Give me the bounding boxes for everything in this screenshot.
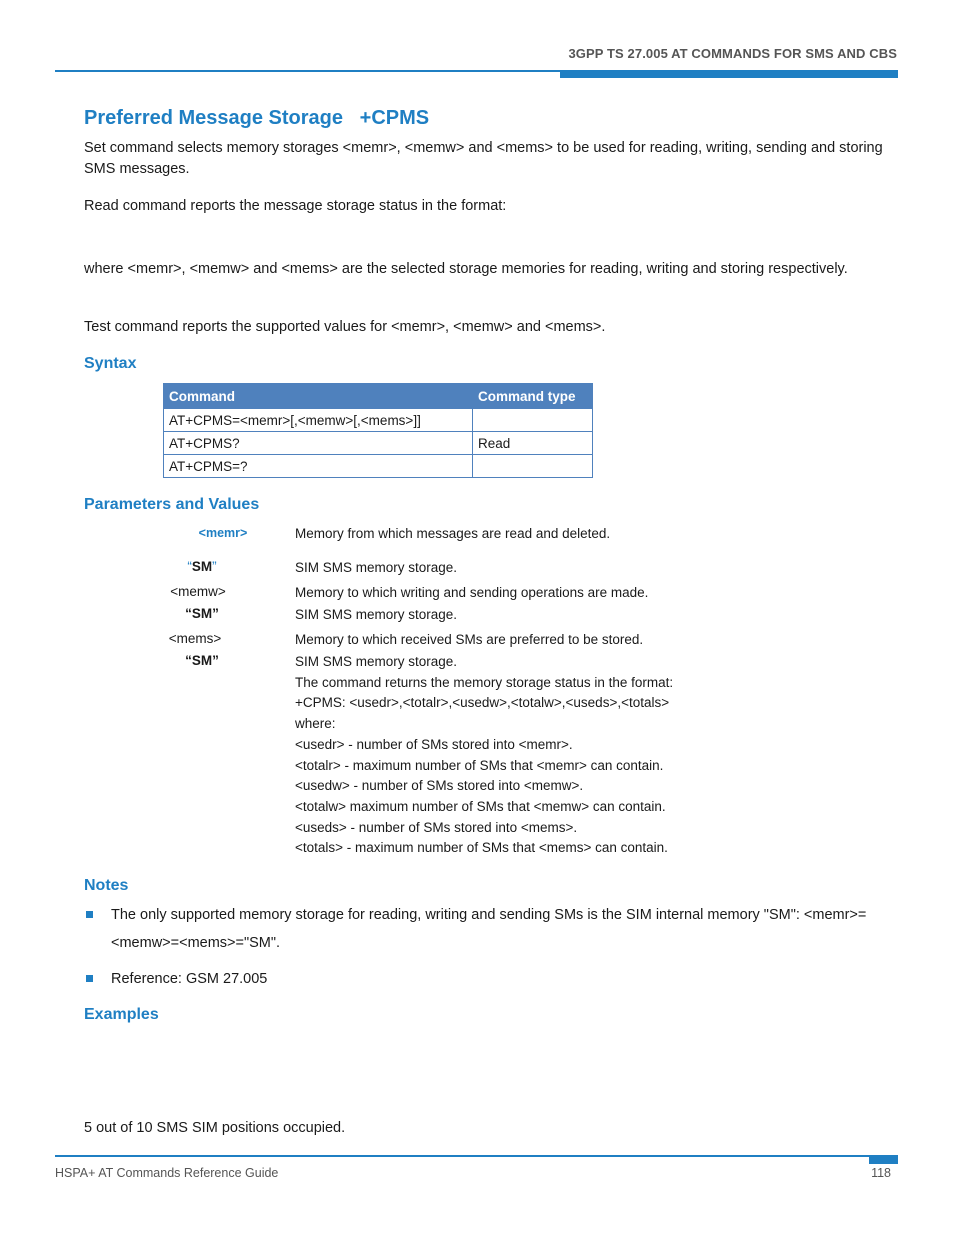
syntax-heading: Syntax	[84, 355, 137, 372]
param-desc-sm-2: SIM SMS memory storage.	[295, 607, 458, 622]
status-line: SIM SMS memory storage.	[295, 654, 458, 669]
intro-paragraph-read: Read command reports the message storage status in the format:	[84, 198, 507, 214]
status-line: where:	[295, 716, 336, 732]
status-line: <totalr> - maximum number of SMs that <memr> can contain.	[295, 757, 664, 773]
parameters-heading: Parameters and Values	[84, 496, 260, 513]
param-desc-sm-1: SIM SMS memory storage.	[295, 560, 458, 575]
param-value-sm-1: “SM”	[187, 559, 217, 574]
table-cell-command: AT+CPMS=?	[164, 455, 473, 478]
notes-heading: Notes	[84, 877, 129, 894]
param-status-block	[295, 652, 673, 859]
status-line: The command returns the memory storage status in the format:	[295, 674, 674, 690]
param-value-sm-1-text: SM	[191, 559, 213, 574]
param-value-sm-2: “SM”	[185, 606, 219, 621]
page-number: 118	[871, 1166, 891, 1180]
status-line: <usedr> - number of SMs stored into <memr>.	[295, 736, 573, 752]
footer-rule	[55, 1155, 898, 1157]
column-header-command: Command	[164, 384, 473, 409]
status-line: <totalw> maximum number of SMs that <memw> can contain.	[295, 798, 666, 814]
footer-accent-bar	[869, 1155, 898, 1164]
intro-paragraph-set: Set command selects memory storages <memr>, <memw> and <mems> to be used for reading, writing, sending and storing SMS messages.	[84, 140, 883, 177]
param-desc-mems: Memory to which received SMs are preferred to be stored.	[295, 632, 644, 647]
intro-paragraph-where: where <memr>, <memw> and <mems> are the selected storage memories for reading, writing and storing respectively.	[84, 261, 848, 277]
note-item: The only supported memory storage for reading, writing and sending SMs is the SIM internal memory "SM": <memr>=<memw>=<mems>="SM".	[111, 907, 867, 951]
param-desc-memw: Memory to which writing and sending operations are made.	[295, 585, 649, 600]
param-value-sm-3: “SM”	[185, 653, 219, 668]
table-row	[164, 455, 593, 478]
intro-paragraph-test: Test command reports the supported values for <memr>, <memw> and <mems>.	[84, 319, 606, 335]
bullet-icon	[86, 975, 93, 982]
param-label-memr	[173, 525, 273, 540]
table-cell-type	[473, 409, 593, 432]
param-label-memw: <memw>	[170, 584, 226, 599]
param-label-mems: <mems>	[168, 631, 222, 646]
table-cell-command: AT+CPMS?	[164, 432, 473, 455]
table-cell-command: AT+CPMS=<memr>[,<memw>[,<mems>]]	[164, 409, 473, 432]
table-cell-type: Read	[473, 432, 593, 455]
column-header-command-type: Command type	[473, 384, 593, 409]
footer-doc-title: HSPA+ AT Commands Reference Guide	[55, 1166, 279, 1180]
status-line: <useds> - number of SMs stored into <mems>.	[295, 819, 578, 835]
syntax-table-header	[164, 384, 593, 409]
table-row	[164, 432, 593, 455]
status-line: +CPMS: <usedr>,<totalr>,<usedw>,<totalw>,<useds>,<totals>	[295, 695, 670, 711]
header-accent-bar	[560, 70, 898, 78]
status-line: <totals> - maximum number of SMs that <mems> can contain.	[295, 840, 668, 856]
param-tag-memr: <memr>	[198, 526, 248, 540]
running-header-title: 3GPP TS 27.005 AT COMMANDS FOR SMS AND CBS	[568, 46, 897, 61]
bullet-icon	[86, 911, 93, 918]
example-result-text: 5 out of 10 SMS SIM positions occupied.	[84, 1120, 346, 1136]
param-desc-memr: Memory from which messages are read and deleted.	[295, 526, 611, 541]
note-item: Reference: GSM 27.005	[111, 971, 268, 987]
status-line: <usedw> - number of SMs stored into <memw>.	[295, 778, 584, 794]
section-title: Preferred Message Storage +CPMS	[84, 107, 430, 129]
table-cell-type	[473, 455, 593, 478]
table-row	[164, 409, 593, 432]
syntax-table	[163, 383, 593, 478]
examples-heading: Examples	[84, 1006, 159, 1023]
